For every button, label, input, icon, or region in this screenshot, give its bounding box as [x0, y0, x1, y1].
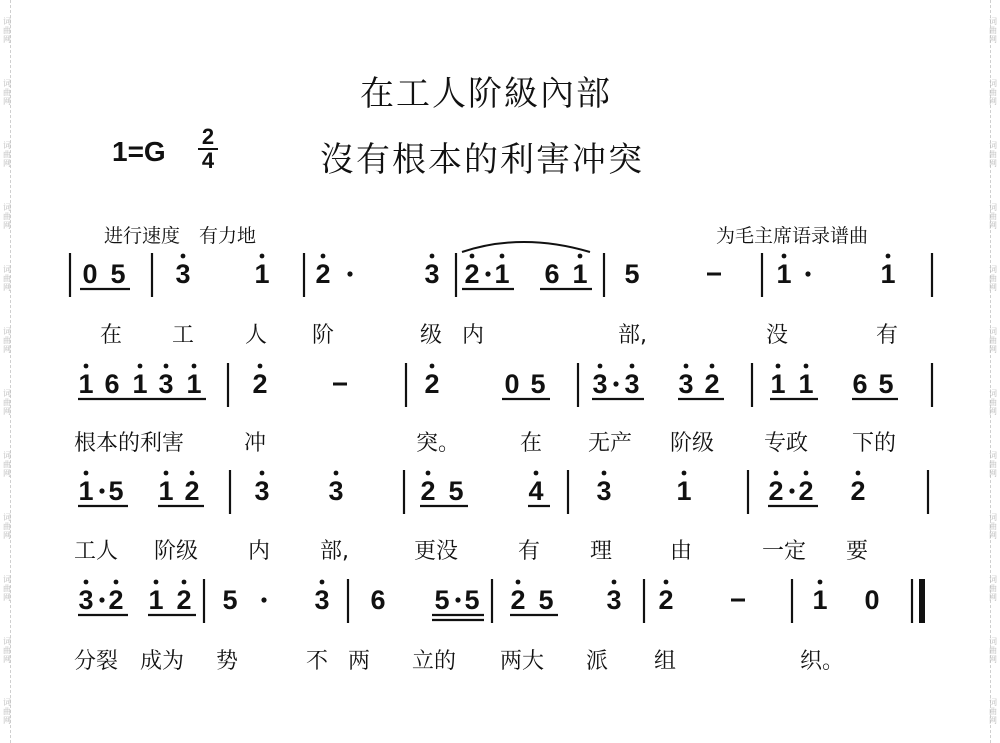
- lyric-syllable: 更没: [414, 539, 459, 564]
- note-digit: 3: [158, 369, 174, 399]
- watermark-glyphs: 词 曲 网: [3, 265, 11, 293]
- note-digit: 3: [606, 585, 622, 615]
- note-digit: 0: [82, 259, 98, 289]
- lyric-syllable: 织。: [800, 649, 845, 674]
- lyric-syllable: 要: [846, 539, 869, 564]
- note-digit: 2: [798, 476, 814, 506]
- lyric-syllable: 成为: [140, 649, 185, 674]
- octave-dot: [886, 254, 891, 259]
- octave-dot: [578, 254, 583, 259]
- note-digit: 2: [108, 585, 124, 615]
- watermark-glyphs: 词 曲 网: [989, 326, 997, 354]
- lyric-syllable: 冲: [244, 431, 267, 456]
- note-digit: 1: [880, 259, 896, 289]
- octave-dot: [260, 471, 265, 476]
- lyric-syllable: 两大: [500, 649, 545, 674]
- note-digit: 3: [175, 259, 191, 289]
- augmentation-dot: [99, 597, 104, 602]
- lyric-syllable: 阶级: [154, 539, 199, 564]
- octave-dot: [320, 580, 325, 585]
- lyric-syllable: 突。: [416, 431, 461, 456]
- lyric-syllable: 立的: [412, 649, 457, 674]
- augmentation-dot: [455, 597, 460, 602]
- augmentation-dot: [805, 271, 810, 276]
- note-digit: 1: [572, 259, 588, 289]
- note-digit: 1: [158, 476, 174, 506]
- note-digit: 5: [448, 476, 464, 506]
- note-digit: 3: [78, 585, 94, 615]
- title-line-1: 在工人阶級內部: [360, 74, 612, 114]
- lyric-syllable: 不: [306, 649, 329, 674]
- note-digit: 3: [592, 369, 608, 399]
- note-digit: 1: [78, 369, 94, 399]
- note-digit: 3: [624, 369, 640, 399]
- note-digit: 5: [538, 585, 554, 615]
- lyric-syllable: 根本的利害: [74, 431, 185, 456]
- octave-dot: [804, 364, 809, 369]
- note-digit: 2: [704, 369, 720, 399]
- note-digit: 1: [132, 369, 148, 399]
- augmentation-dot: [99, 488, 104, 493]
- watermark-glyphs: 词 曲 网: [989, 512, 997, 540]
- octave-dot: [321, 254, 326, 259]
- octave-dot: [84, 580, 89, 585]
- note-digit: 1: [812, 585, 828, 615]
- note-digit: 2: [424, 369, 440, 399]
- watermark-glyphs: 词 曲 网: [989, 388, 997, 416]
- note-digit: 1: [254, 259, 270, 289]
- title-line-2: 沒有根本的利害冲突: [320, 140, 644, 180]
- lyric-syllable: 级: [420, 323, 443, 348]
- lyric-syllable: 势: [216, 649, 239, 674]
- octave-dot: [190, 471, 195, 476]
- lyric-syllable: 无产: [588, 431, 633, 456]
- note-digit: 1: [770, 369, 786, 399]
- lyric-syllable: 阶: [312, 323, 335, 348]
- note-digit: 5: [624, 259, 640, 289]
- note-digit: 0: [504, 369, 520, 399]
- lyric-syllable: 两: [348, 649, 371, 674]
- lyric-syllable: 分裂: [74, 649, 119, 674]
- octave-dot: [181, 254, 186, 259]
- watermark-glyphs: 词 曲 网: [989, 574, 997, 602]
- watermark-glyphs: 词 曲 网: [3, 141, 11, 169]
- octave-dot: [684, 364, 689, 369]
- watermark-glyphs: 词 曲 网: [989, 17, 997, 45]
- lyric-syllable: 派: [586, 649, 609, 674]
- octave-dot: [664, 580, 669, 585]
- octave-dot: [430, 364, 435, 369]
- octave-dot: [534, 471, 539, 476]
- note-digit: 1: [494, 259, 510, 289]
- augmentation-dot: [789, 488, 794, 493]
- octave-dot: [804, 471, 809, 476]
- lyric-syllable: 没: [766, 323, 789, 348]
- octave-dot: [426, 471, 431, 476]
- note-digit: 2: [176, 585, 192, 615]
- note-digit: 6: [544, 259, 560, 289]
- note-digit: 5: [464, 585, 480, 615]
- octave-dot: [470, 254, 475, 259]
- note-digit: 3: [678, 369, 694, 399]
- lyric-syllable: 部,: [320, 539, 349, 564]
- octave-dot: [598, 364, 603, 369]
- lyric-syllable: 部,: [618, 323, 647, 348]
- octave-dot: [164, 471, 169, 476]
- note-digit: 3: [314, 585, 330, 615]
- note-digit: 5: [110, 259, 126, 289]
- note-digit: 2: [658, 585, 674, 615]
- watermark-glyphs: 词 曲 网: [989, 698, 997, 726]
- lyric-syllable: 阶级: [670, 431, 715, 456]
- augmentation-dot: [347, 271, 352, 276]
- octave-dot: [774, 471, 779, 476]
- octave-dot: [192, 364, 197, 369]
- octave-dot: [856, 471, 861, 476]
- octave-dot: [260, 254, 265, 259]
- composer-credit: 为毛主席语录谱曲: [716, 225, 869, 247]
- note-digit: 2: [184, 476, 200, 506]
- time-signature-top: 2: [201, 124, 215, 149]
- octave-dot: [682, 471, 687, 476]
- octave-dot: [114, 580, 119, 585]
- augmentation-dot: [261, 597, 266, 602]
- octave-dot: [818, 580, 823, 585]
- octave-dot: [782, 254, 787, 259]
- note-digit: 1: [148, 585, 164, 615]
- note-digit: 2: [464, 259, 480, 289]
- watermark-glyphs: 词 曲 网: [989, 636, 997, 664]
- lyric-syllable: 内: [248, 539, 271, 564]
- watermark-glyphs: 词 曲 网: [3, 203, 11, 231]
- note-digit: 6: [104, 369, 120, 399]
- note-digit: 2: [252, 369, 268, 399]
- lyric-syllable: 一定: [762, 539, 807, 564]
- note-digit: 5: [222, 585, 238, 615]
- note-digit: 3: [424, 259, 440, 289]
- octave-dot: [516, 580, 521, 585]
- lyric-syllable: 人: [245, 323, 268, 348]
- note-digit: 2: [510, 585, 526, 615]
- note-digit: 5: [530, 369, 546, 399]
- octave-dot: [84, 471, 89, 476]
- key-signature: 1=G: [112, 136, 166, 167]
- lyric-syllable: 理: [590, 539, 613, 564]
- slur: [462, 242, 590, 252]
- octave-dot: [154, 580, 159, 585]
- octave-dot: [776, 364, 781, 369]
- lyric-syllable: 有: [876, 323, 899, 348]
- watermark-glyphs: 词 曲 网: [989, 79, 997, 107]
- lyric-syllable: 专政: [764, 431, 809, 456]
- watermark-glyphs: 词 曲 网: [3, 636, 11, 664]
- lyric-syllable: 工: [172, 323, 195, 348]
- octave-dot: [430, 254, 435, 259]
- note-digit: 5: [434, 585, 450, 615]
- lyric-syllable: 下的: [852, 431, 897, 456]
- note-digit: 2: [315, 259, 331, 289]
- octave-dot: [710, 364, 715, 369]
- watermark-glyphs: 词 曲 网: [3, 388, 11, 416]
- time-signature-bottom: 4: [201, 148, 215, 173]
- lyric-syllable: 在: [520, 431, 543, 456]
- note-digit: 1: [776, 259, 792, 289]
- note-digit: 5: [878, 369, 894, 399]
- octave-dot: [138, 364, 143, 369]
- watermark-glyphs: 词 曲 网: [989, 141, 997, 169]
- watermark-glyphs: 词 曲 网: [3, 450, 11, 478]
- watermark-glyphs: 词 曲 网: [3, 17, 11, 45]
- note-digit: 5: [108, 476, 124, 506]
- watermark-glyphs: 词 曲 网: [3, 326, 11, 354]
- octave-dot: [612, 580, 617, 585]
- lyric-syllable: 在: [100, 323, 123, 348]
- lyric-syllable: 工人: [74, 539, 119, 564]
- octave-dot: [164, 364, 169, 369]
- note-digit: 2: [850, 476, 866, 506]
- note-digit: 6: [370, 585, 386, 615]
- lyric-syllable: 有: [518, 539, 541, 564]
- lyric-syllable: 内: [462, 323, 485, 348]
- lyric-syllable: 由: [670, 539, 693, 564]
- note-digit: 2: [420, 476, 436, 506]
- octave-dot: [258, 364, 263, 369]
- octave-dot: [334, 471, 339, 476]
- note-digit: 6: [852, 369, 868, 399]
- octave-dot: [630, 364, 635, 369]
- octave-dot: [84, 364, 89, 369]
- watermark-glyphs: 词 曲 网: [989, 203, 997, 231]
- note-digit: 1: [676, 476, 692, 506]
- watermark-glyphs: 词 曲 网: [3, 79, 11, 107]
- note-digit: 2: [768, 476, 784, 506]
- watermark-glyphs: 词 曲 网: [989, 450, 997, 478]
- watermark-glyphs: 词 曲 网: [3, 512, 11, 540]
- lyric-syllable: 组: [654, 649, 677, 674]
- augmentation-dot: [613, 381, 618, 386]
- octave-dot: [602, 471, 607, 476]
- augmentation-dot: [485, 271, 490, 276]
- octave-dot: [500, 254, 505, 259]
- note-digit: 1: [78, 476, 94, 506]
- octave-dot: [182, 580, 187, 585]
- note-digit: 1: [186, 369, 202, 399]
- note-digit: 3: [328, 476, 344, 506]
- note-digit: 0: [864, 585, 880, 615]
- watermark-glyphs: 词 曲 网: [3, 698, 11, 726]
- tempo-marking: 进行速度 有力地: [104, 225, 257, 247]
- watermark-glyphs: 词 曲 网: [3, 574, 11, 602]
- note-digit: 4: [528, 476, 544, 506]
- note-digit: 3: [254, 476, 270, 506]
- note-digit: 1: [798, 369, 814, 399]
- watermark-glyphs: 词 曲 网: [989, 265, 997, 293]
- note-digit: 3: [596, 476, 612, 506]
